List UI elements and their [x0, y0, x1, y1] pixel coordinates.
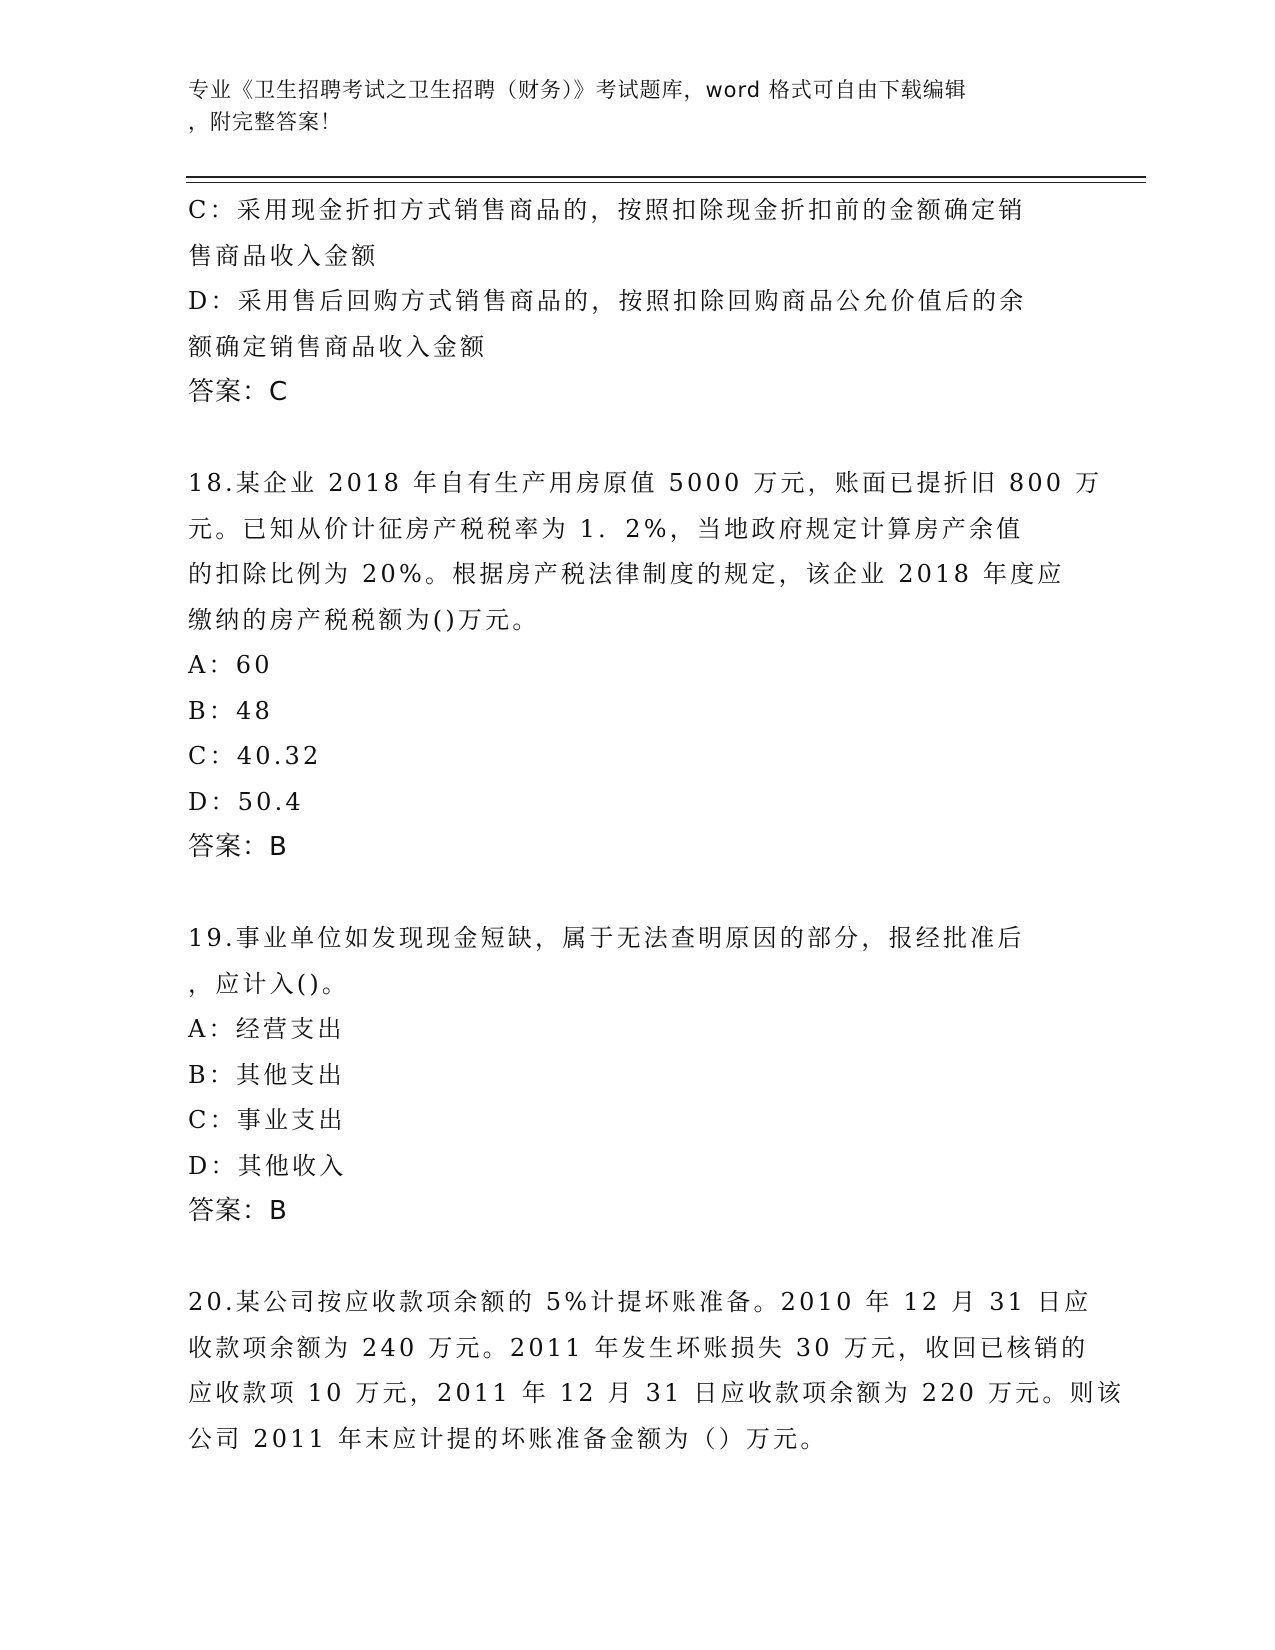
- question-20-stem-2: 收款项余额为 240 万元。2011 年发生坏账损失 30 万元，收回已核销的: [188, 1333, 1089, 1362]
- header-divider-thick: [186, 176, 1146, 178]
- spacer: [188, 416, 1088, 462]
- question-19-stem-2: ，应计入()。: [188, 969, 350, 998]
- spacer: [188, 1235, 1088, 1281]
- answer-19: 答案：B: [188, 1196, 288, 1226]
- question-18-option-c: C：40.32: [188, 742, 322, 770]
- question-19: [188, 916, 1088, 1235]
- option-d-line-2: 额确定销售商品收入金额: [188, 332, 488, 361]
- page-header: [188, 74, 1088, 138]
- question-19-stem-1: 19.事业单位如发现现金短缺，属于无法查明原因的部分，报经批准后: [188, 924, 1025, 952]
- question-20-stem-3: 应收款项 10 万元，2011 年 12 月 31 日应收款项余额为 220 万元。则该: [188, 1379, 1124, 1407]
- question-20: [188, 1280, 1124, 1462]
- header-divider-thin: [186, 182, 1146, 183]
- question-19-option-a: A：经营支出: [188, 1015, 345, 1043]
- question-19-option-d: D：其他收入: [188, 1151, 347, 1180]
- question-20-stem-4: 公司 2011 年末应计提的坏账准备金额为（）万元。: [188, 1424, 828, 1453]
- option-c-line-1: C：采用现金折扣方式销售商品的，按照扣除现金折扣前的金额确定销: [188, 196, 1026, 224]
- question-17-continued: [188, 188, 1088, 416]
- question-18: [188, 461, 1103, 871]
- question-18-stem-4: 缴纳的房产税税额为()万元。: [188, 605, 540, 634]
- spacer: [188, 871, 1088, 917]
- question-18-option-a: A：60: [188, 651, 273, 679]
- question-20-stem-1: 20.某公司按应收款项余额的 5%计提坏账准备。2010 年 12 月 31 日应: [188, 1288, 1092, 1316]
- question-18-stem-3: 的扣除比例为 20%。根据房产税法律制度的规定，该企业 2018 年度应: [188, 560, 1065, 588]
- question-18-stem-2: 元。已知从价计征房产税税率为 1．2%，当地政府规定计算房产余值: [188, 514, 1024, 543]
- option-c-line-2: 售商品收入金额: [188, 241, 379, 270]
- answer-18: 答案：B: [188, 832, 288, 862]
- question-19-option-c: C：事业支出: [188, 1106, 346, 1134]
- question-18-option-d: D：50.4: [188, 787, 304, 816]
- answer-17: 答案：C: [188, 377, 289, 407]
- option-d-line-1: D：采用售后回购方式销售商品的，按照扣除回购商品公允价值后的余: [188, 287, 1027, 315]
- question-18-stem-1: 18.某企业 2018 年自有生产用房原值 5000 万元，账面已提折旧 800 万: [188, 469, 1103, 497]
- question-19-option-b: B：其他支出: [188, 1060, 345, 1089]
- question-content: [188, 188, 1124, 1462]
- header-line-2: ，附完整答案！: [188, 110, 342, 134]
- question-18-option-b: B：48: [188, 696, 273, 725]
- header-line-1: 专业《卫生招聘考试之卫生招聘（财务）》考试题库，word 格式可自由下载编辑: [188, 78, 967, 102]
